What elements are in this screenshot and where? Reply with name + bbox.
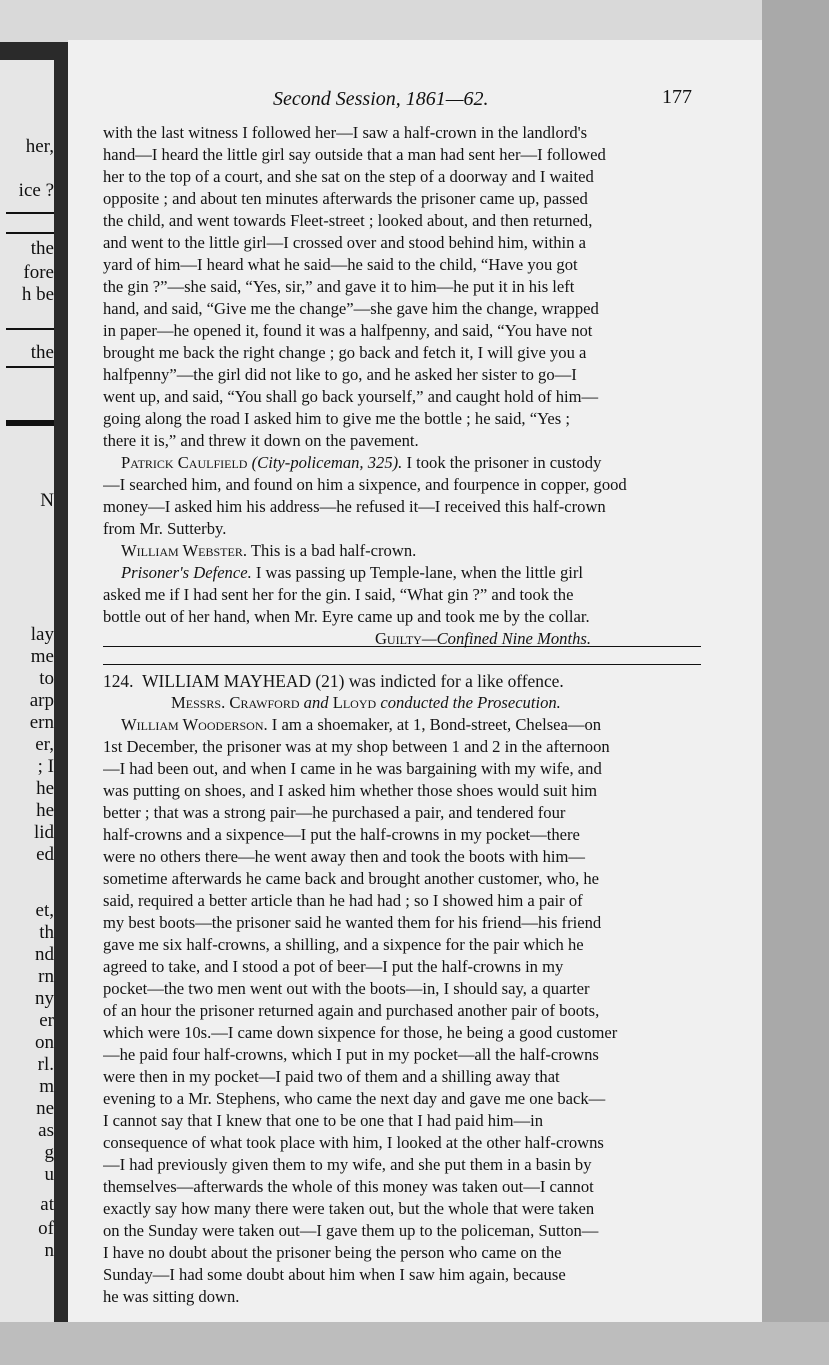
webster-line <box>103 540 701 562</box>
text-line: was putting on shoes, and I asked him whether those shoes would suit him <box>103 781 598 800</box>
text-line: asked me if I had sent her for the gin. I said, “What gin ?” and took the <box>103 585 574 604</box>
text-line: evening to a Mr. Stephens, who came the next day and gave me one back— <box>103 1089 606 1108</box>
facing-page-fragment-text: her, <box>25 136 54 157</box>
facing-page-fragment-text: ice ? <box>18 180 54 201</box>
text-line: he was sitting down. <box>103 1287 240 1306</box>
text-line: halfpenny”—the girl did not like to go, and he asked her sister to go—I <box>103 365 577 384</box>
facing-page-fragment-text: lay <box>30 624 54 645</box>
webster-testimony <box>103 540 701 562</box>
facing-page-fragment-text: to <box>39 668 54 689</box>
text-line: brought me back the right change ; go back and fetch it, I will give you a <box>103 343 587 362</box>
text-line: money—I asked him his address—he refused it—I received this half-crown <box>103 497 606 516</box>
facing-page-fragment-text: at <box>40 1194 54 1215</box>
text-line: were then in my pocket—I paid two of them and a shilling away that <box>103 1067 560 1086</box>
text-line: —I had previously given them to my wife, and she put them in a basin by <box>103 1155 592 1174</box>
text-line: the gin ?”—she said, “Yes, sir,” and gave it to him—he put it in his left <box>103 277 575 296</box>
running-head: Second Session, 1861—62. <box>273 88 489 110</box>
text-line: opposite ; and about ten minutes afterwards the prisoner came up, passed <box>103 189 588 208</box>
facing-page-fragment-text: g <box>44 1142 54 1163</box>
defence-text: I was passing up Temple-lane, when the little girl <box>251 563 583 582</box>
text-line: with the last witness I followed her—I saw a half-crown in the landlord's <box>103 123 588 142</box>
text-line: gave me six half-crowns, a shilling, and a sixpence for the pair which he <box>103 935 584 954</box>
facing-page-fragment-text: on <box>35 1032 54 1053</box>
facing-page-rule <box>6 420 54 426</box>
facing-page-fragment-text: ny <box>35 988 54 1009</box>
text-line: Sunday—I had some doubt about him when I saw him again, because <box>103 1265 566 1284</box>
facing-page-fragment-text: N <box>40 490 54 511</box>
case-title: WILLIAM MAYHEAD (21) was indicted for a like offence. <box>142 671 564 691</box>
text-line: sometime afterwards he came back and brought another customer, who, he <box>103 869 600 888</box>
text-line: half-crowns and a sixpence—I put the half-crowns in my pocket—there <box>103 825 580 844</box>
facing-page-fragment-text: arp <box>29 690 54 711</box>
counsel-line <box>103 692 701 714</box>
section-divider <box>103 664 701 665</box>
counsel-and: and <box>299 693 333 712</box>
facing-page-fragment-text: er <box>39 1010 54 1031</box>
facing-page-fragment-text: h be <box>21 284 54 305</box>
facing-page-fragment-text: of <box>38 1218 54 1239</box>
facing-page-fragment <box>0 60 54 1322</box>
prisoner-defence <box>103 562 701 628</box>
counsel-text: conducted the Prosecution. <box>376 693 561 712</box>
text-line: —I searched him, and found on him a sixpence, and fourpence in copper, good <box>103 475 627 494</box>
case-title-line <box>103 670 701 692</box>
text-line: the child, and went towards Fleet-street ; looked about, and then returned, <box>103 211 593 230</box>
defence-label: Prisoner's Defence. <box>121 563 252 582</box>
facing-page-fragment-text: m <box>39 1076 54 1097</box>
facing-page-fragment-text: ne <box>36 1098 54 1119</box>
facing-page-fragment-text: the <box>30 238 54 259</box>
section-divider <box>103 646 701 647</box>
witness-name: William Wooderson. <box>121 715 268 734</box>
facing-page-fragment-text: th <box>39 922 54 943</box>
testimony-text: This is a bad half-crown. <box>246 541 417 560</box>
scanner-top-margin <box>0 0 829 42</box>
wooderson-line <box>103 714 701 736</box>
text-line: exactly say how many there were taken out, but the whole that were taken <box>103 1199 595 1218</box>
facing-page-fragment-text: ern <box>29 712 54 733</box>
facing-page-fragment-text: lid <box>33 822 54 843</box>
text-line: I have no doubt about the prisoner being the person who came on the <box>103 1243 562 1262</box>
text-line: said, required a better article than he had had ; so I showed him a pair of <box>103 891 583 910</box>
facing-page-fragment-text: ; I <box>37 756 54 777</box>
facing-page-fragment-text: nd <box>35 944 54 965</box>
counsel-name: Messrs. Crawford <box>171 693 300 712</box>
wooderson-rest <box>103 736 701 1308</box>
text-line: yard of him—I heard what he said—he said to the child, “Have you got <box>103 255 578 274</box>
facing-page-fragment-text: he <box>36 778 54 799</box>
text-line: agreed to take, and I stood a pot of beer—I put the half-crowns in my <box>103 957 564 976</box>
facing-page-fragment-text: n <box>44 1240 54 1261</box>
verdict-sentence: —Confined Nine Months. <box>421 629 591 648</box>
text-line: going along the road I asked him to give me the bottle ; he said, “Yes ; <box>103 409 570 428</box>
text-line: bottle out of her hand, when Mr. Eyre came up and took me by the collar. <box>103 607 590 626</box>
text-line: on the Sunday were taken out—I gave them up to the policeman, Sutton— <box>103 1221 599 1240</box>
text-line: I cannot say that I knew that one to be one that I had paid him—in <box>103 1111 544 1130</box>
text-line: there it is,” and threw it down on the pavement. <box>103 431 419 450</box>
facing-page-fragment-text: fore <box>23 262 54 283</box>
book-page <box>68 40 762 1322</box>
facing-page-fragment-text: rl. <box>37 1054 54 1075</box>
text-line: hand, and said, “Give me the change”—she gave him the change, wrapped <box>103 299 599 318</box>
defence-rest <box>103 584 701 628</box>
text-line: —I had been out, and when I came in he was bargaining with my wife, and <box>103 759 602 778</box>
facing-page-fragment-text: rn <box>38 966 54 987</box>
facing-page-fragment-text: he <box>36 800 54 821</box>
counsel-name: Lloyd <box>332 693 377 712</box>
case-heading <box>103 670 701 714</box>
text-line: my best boots—the prisoner said he wanted them for his friend—his friend <box>103 913 602 932</box>
scanner-right-margin <box>762 0 829 1365</box>
facing-page-fragment-text: u <box>44 1164 54 1185</box>
facing-page-fragment-text: as <box>38 1120 54 1141</box>
facing-page-fragment-text: et, <box>35 900 54 921</box>
facing-page-fragment-text: me <box>30 646 54 667</box>
witness-name: Patrick Caulfield <box>121 453 248 472</box>
text-line: from Mr. Sutterby. <box>103 519 227 538</box>
facing-page-rule <box>6 212 54 214</box>
caulfield-testimony <box>103 452 701 540</box>
case-number: 124. <box>103 671 134 691</box>
defence-line <box>103 562 701 584</box>
text-line: in paper—he opened it, found it was a halfpenny, and said, “You have not <box>103 321 593 340</box>
text-line: which were 10s.—I came down sixpence for those, he being a good customer <box>103 1023 618 1042</box>
text-line: were no others there—he went away then and took the boots with him— <box>103 847 586 866</box>
page-number: 177 <box>662 86 692 108</box>
facing-page-rule <box>6 232 54 234</box>
witness-role: (City-policeman, 325). <box>251 453 403 472</box>
witness-name: William Webster. <box>121 541 247 560</box>
scanner-bottom-margin <box>0 1322 829 1365</box>
text-line: themselves—afterwards the whole of this money was taken out—I cannot <box>103 1177 594 1196</box>
text-line: pocket—the two men went out with the boots—in, I should say, a quarter <box>103 979 590 998</box>
text-line: of an hour the prisoner returned again and purchased another pair of boots, <box>103 1001 600 1020</box>
caulfield-line <box>103 452 701 474</box>
text-line: hand—I heard the little girl say outside that a man had sent her—I followed <box>103 145 606 164</box>
testimony-continuation <box>103 122 701 452</box>
facing-page-rule <box>6 328 54 330</box>
testimony-text: I am a shoemaker, at 1, Bond-street, Chelsea—on <box>267 715 602 734</box>
text-line: went up, and said, “You shall go back yourself,” and caught hold of him— <box>103 387 599 406</box>
text-line: —he paid four half-crowns, which I put in my pocket—all the half-crowns <box>103 1045 599 1064</box>
verdict-guilty: Guilty <box>374 629 422 648</box>
facing-page-rule <box>6 366 54 368</box>
caulfield-rest <box>103 474 701 540</box>
text-line: 1st December, the prisoner was at my shop between 1 and 2 in the afternoon <box>103 737 610 756</box>
text-line: her to the top of a court, and she sat on the step of a doorway and I waited <box>103 167 594 186</box>
text-line: consequence of what took place with him, I looked at the other half-crowns <box>103 1133 604 1152</box>
text-line: better ; that was a strong pair—he purchased a pair, and tendered four <box>103 803 566 822</box>
text-line: and went to the little girl—I crossed over and stood behind him, within a <box>103 233 586 252</box>
facing-page-fragment-text: er, <box>35 734 54 755</box>
facing-page-fragment-text: ed <box>36 844 54 865</box>
testimony-text: I took the prisoner in custody <box>402 453 602 472</box>
facing-page-fragment-text: the <box>30 342 54 363</box>
wooderson-testimony <box>103 714 701 1308</box>
